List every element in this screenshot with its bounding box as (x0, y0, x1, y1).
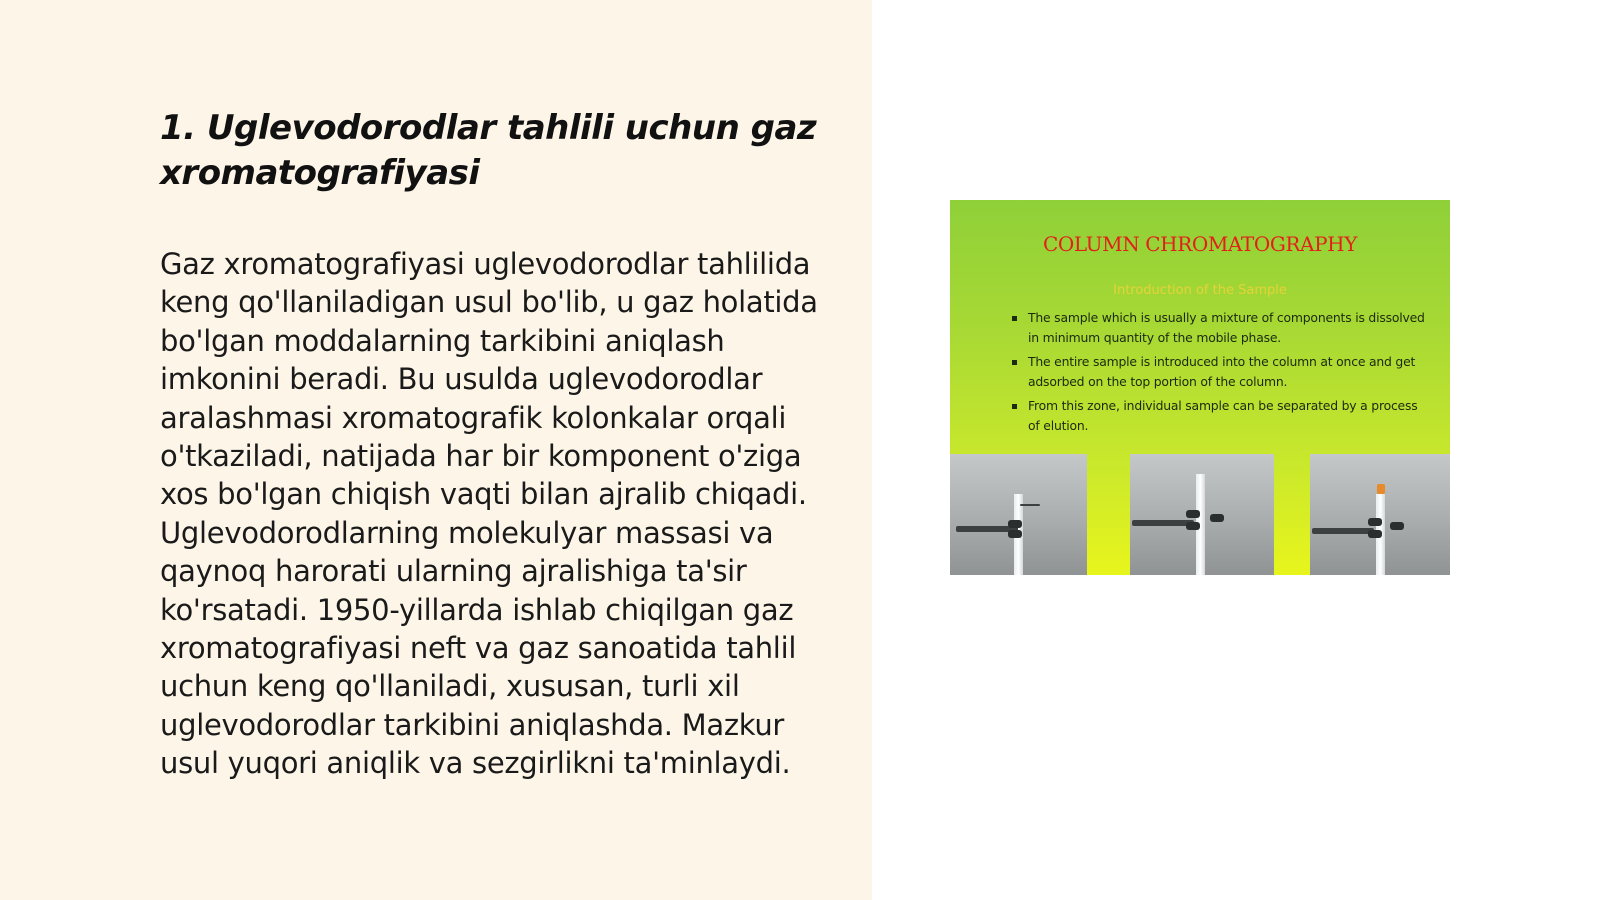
column-photo-2 (1130, 454, 1274, 575)
column-clamp (1132, 520, 1194, 526)
column-chromatography-image (950, 200, 1450, 575)
image-title: COLUMN CHROMATOGRAPHY (1042, 232, 1358, 256)
slide-body-text: Gaz xromatografiyasi uglevodorodlar tahlilida keng qo'llaniladigan usul bo'lib, u gaz holatida bo'lgan moddalarning tarkibini aniqlash imkonini beradi. Bu usulda uglevodorodlar aralashmasi xromatografik kolonkalar orqali o'tkaziladi, natijada har bir komponent o'ziga xos bo'lgan chiqish vaqti bilan ajralib chiqadi. Uglevodorodlarning molekulyar massasi va qaynoq harorati ularning ajralishiga ta'sir ko'rsatadi. 1950-yillarda ishlab chiqilgan gaz xromatografiyasi neft va gaz sanoatida tahlil uchun keng qo'llaniladi, xususan, turli xil uglevodorodlar tarkibini aniqlashda. Mazkur usul yuqori aniqlik va sezgirlikni ta'minlaydi. (160, 247, 818, 781)
column-photo-3 (1310, 454, 1450, 575)
image-bullet: From this zone, individual sample can be separated by a process of elution. (1028, 396, 1428, 436)
image-bullet: The entire sample is introduced into the column at once and get adsorbed on the top portion of the column. (1028, 352, 1428, 392)
column-clamp (1020, 504, 1040, 506)
image-bullet: The sample which is usually a mixture of components is dissolved in minimum quantity of the mobile phase. (1028, 308, 1428, 348)
clamp-knob (1008, 520, 1022, 528)
clamp-knob (1368, 518, 1382, 526)
column-photo-1 (950, 454, 1087, 575)
clamp-knob (1186, 522, 1200, 530)
column-cap (1377, 484, 1385, 494)
image-bullet-list (1010, 308, 1428, 440)
image-subtitle: Introduction of the Sample (1113, 283, 1287, 298)
clamp-knob (1186, 510, 1200, 518)
column-clamp (1312, 528, 1374, 534)
clamp-knob (1210, 514, 1224, 522)
clamp-knob (1368, 530, 1382, 538)
clamp-knob (1390, 522, 1404, 530)
clamp-knob (1008, 530, 1022, 538)
slide-title: 1. Uglevodorodlar tahlili uchun gaz xromatografiyasi (160, 108, 817, 193)
